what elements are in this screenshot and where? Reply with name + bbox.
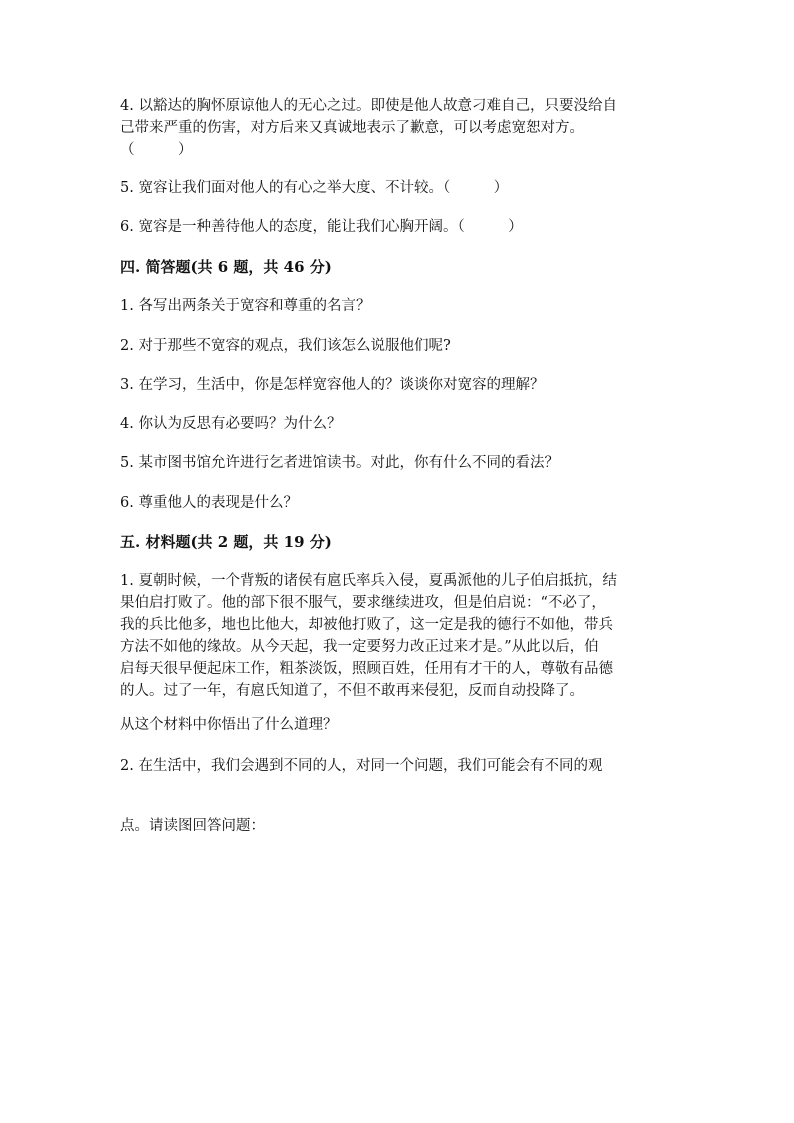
material-passage-line: 果伯启打败了。他的部下很不服气，要求继续进攻，但是伯启说：“不必了， xyxy=(120,595,606,611)
material-passage-line: 的人。过了一年，有扈氏知道了，不但不敢再来侵犯，反而自动投降了。 xyxy=(120,683,584,699)
short-answer-question-6: 6. 尊重他人的表现是什么？ xyxy=(120,495,298,511)
material-passage-line: 我的兵比他多，地也比他大，却被他打败了，这一定是我的德行不如他，带兵 xyxy=(120,617,613,633)
short-answer-question-4: 4. 你认为反思有必要吗？为什么？ xyxy=(120,416,342,432)
tf-question-6: 6. 宽容是一种善待他人的态度，能让我们心胸开阔。（ ） xyxy=(120,219,523,235)
material-passage-line: 方法不如他的缘故。从今天起，我一定要努力改正过来才是。”从此以后，伯 xyxy=(120,639,599,655)
material-question-2-line-1: 2. 在生活中，我们会遇到不同的人，对同一个问题，我们可能会有不同的观 xyxy=(120,758,603,774)
material-question-1-prompt: 从这个材料中你悟出了什么道理？ xyxy=(120,717,338,733)
section-heading-material: 五. 材料题(共 2 题，共 19 分) xyxy=(120,533,332,551)
material-passage-line: 启每天很早便起床工作，粗茶淡饭，照顾百姓，任用有才干的人，尊敬有品德 xyxy=(120,661,613,677)
short-answer-question-5: 5. 某市图书馆允许进行乞者进馆读书。对此，你有什么不同的看法？ xyxy=(120,455,559,471)
material-question-2-line-2: 点。请读图回答问题： xyxy=(120,818,265,834)
short-answer-question-3: 3. 在学习，生活中，你是怎样宽容他人的？谈谈你对宽容的理解？ xyxy=(120,377,545,393)
tf-question-4-line-2: 己带来严重的伤害，对方后来又真诚地表示了歉意，可以考虑宽恕对方。 xyxy=(120,120,584,136)
section-heading-short-answer: 四. 简答题(共 6 题，共 46 分) xyxy=(120,258,332,276)
short-answer-question-2: 2. 对于那些不宽容的观点，我们该怎么说服他们呢? xyxy=(120,338,451,354)
tf-question-4-answer-blank: （ ） xyxy=(120,142,193,158)
tf-question-4-line-1: 4. 以豁达的胸怀原谅他人的无心之过。即使是他人故意刁难自己，只要没给自 xyxy=(120,98,617,114)
tf-question-5: 5. 宽容让我们面对他人的有心之举大度、不计较。（ ） xyxy=(120,180,509,196)
material-passage-line: 1. 夏朝时候，一个背叛的诸侯有扈氏率兵入侵，夏禹派他的儿子伯启抵抗，结 xyxy=(120,573,617,589)
short-answer-question-1: 1. 各写出两条关于宽容和尊重的名言？ xyxy=(120,298,371,314)
